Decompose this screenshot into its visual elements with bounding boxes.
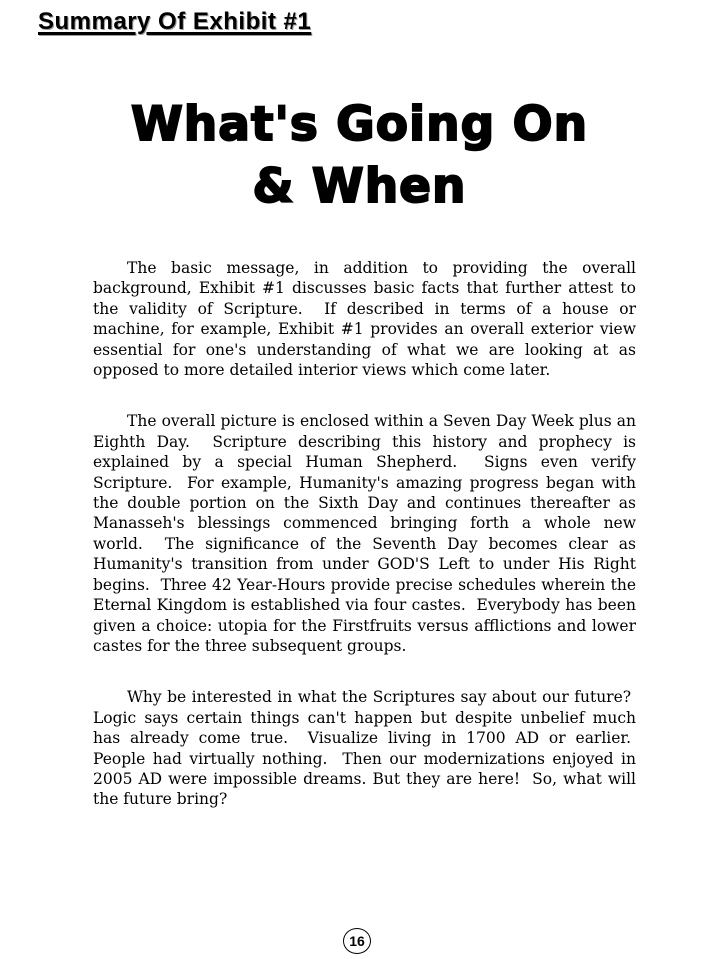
- body-text: [93, 258, 636, 841]
- paragraph-2: The overall picture is enclosed within a Seven Day Week plus an Eighth Day. Scripture describing this history and prophecy is explained by a special Human Shepherd. Signs even verify Scripture. For example, Humanity's amazing progress began with the double portion on the Sixth Day and continues thereafter as Manasseh's blessings commenced bringing forth a whole new world. The significance of the Seventh Day becomes clear as Humanity's transition from under GOD'S Left to under His Right begins. Three 42 Year-Hours provide precise schedules wherein the Eternal Kingdom is established via four castes. Everybody has been given a choice: utopia for the Firstfruits versus afflictions and lower castes for the three subsequent groups.: [93, 412, 636, 655]
- paragraph-3: Why be interested in what the Scriptures say about our future? Logic says certain things can't happen but despite unbelief much has already come true. Visualize living in 1700 AD or earlier. People had virtually nothing. Then our modernizations enjoyed in 2005 AD were impossible dreams. But they are here! So, what will the future bring?: [93, 688, 636, 809]
- page-number-badge: [343, 928, 371, 954]
- page-header: Summary Of Exhibit #1: [38, 8, 312, 35]
- page-title: [0, 94, 719, 218]
- page-number: 16: [349, 933, 365, 949]
- page-title-line-2: & When: [252, 159, 467, 214]
- page-title-line-1: What's Going On: [130, 97, 589, 152]
- paragraph-1: The basic message, in addition to providing the overall background, Exhibit #1 discusses basic facts that further attest to the validity of Scripture. If described in terms of a house or machine, for example, Exhibit #1 provides an overall exterior view essential for one's understanding of what we are looking at as opposed to more detailed interior views which come later.: [93, 259, 636, 380]
